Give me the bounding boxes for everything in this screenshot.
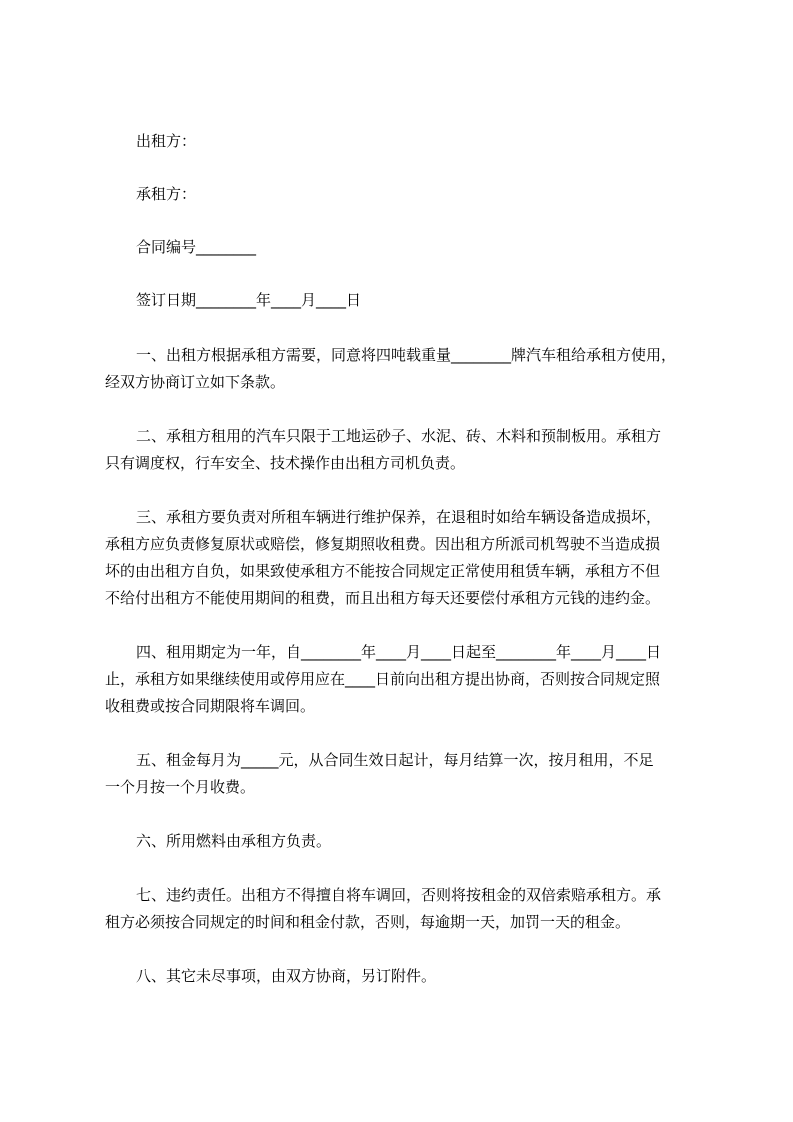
contract-number: 合同编号________	[136, 238, 257, 256]
clause-5-line-1: 五、租金每月为_____元，从合同生效日起计，每月结算一次，按月租用，不足	[136, 751, 654, 769]
signing-date: 签订日期________年____月____日	[136, 291, 362, 309]
clause-6-line-1: 六、所用燃料由承租方负责。	[136, 832, 332, 850]
clause-7-line-2: 租方必须按合同规定的时间和租金付款，否则，每逾期一天，加罚一天的租金。	[105, 913, 631, 931]
clause-4-line-2: 止，承租方如果继续使用或停用应在____日前向出租方提出协商，否则按合同规定照	[105, 670, 661, 688]
clause-4-line-1: 四、租用期定为一年，自________年____月____日起至________年____月____日	[136, 643, 662, 661]
clause-8-line-1: 八、其它未尽事项，由双方协商，另订附件。	[136, 967, 437, 985]
clause-2-line-1: 二、承租方租用的汽车只限于工地运砂子、水泥、砖、木料和预制板用。承租方	[136, 427, 662, 445]
lessee-label: 承租方：	[136, 185, 197, 203]
clause-7-line-1: 七、违约责任。出租方不得擅自将车调回，否则将按租金的双倍索赔承租方。承	[136, 886, 662, 904]
clause-3-line-1: 三、承租方要负责对所租车辆进行维护保养，在退租时如给车辆设备造成损坏，	[136, 508, 662, 526]
clause-2-line-2: 只有调度权，行车安全、技术操作由出租方司机负责。	[105, 454, 466, 472]
lessor-label: 出租方：	[136, 132, 197, 150]
clause-1-line-1: 一、出租方根据承租方需要，同意将四吨载重量________牌汽车租给承租方使用，	[136, 346, 677, 364]
clause-5-line-2: 一个月按一个月收费。	[105, 778, 256, 796]
clause-4-line-3: 收租费或按合同期限将车调回。	[105, 697, 316, 715]
clause-3-line-3: 坏的由出租方自负，如果致使承租方不能按合同规定正常使用租赁车辆，承租方不但	[105, 562, 661, 580]
clause-1-line-2: 经双方协商订立如下条款。	[105, 373, 286, 391]
clause-3-line-2: 承租方应负责修复原状或赔偿，修复期照收租费。因出租方所派司机驾驶不当造成损	[105, 535, 661, 553]
clause-3-line-4: 不给付出租方不能使用期间的租费，而且出租方每天还要偿付承租方元钱的违约金。	[105, 589, 661, 607]
